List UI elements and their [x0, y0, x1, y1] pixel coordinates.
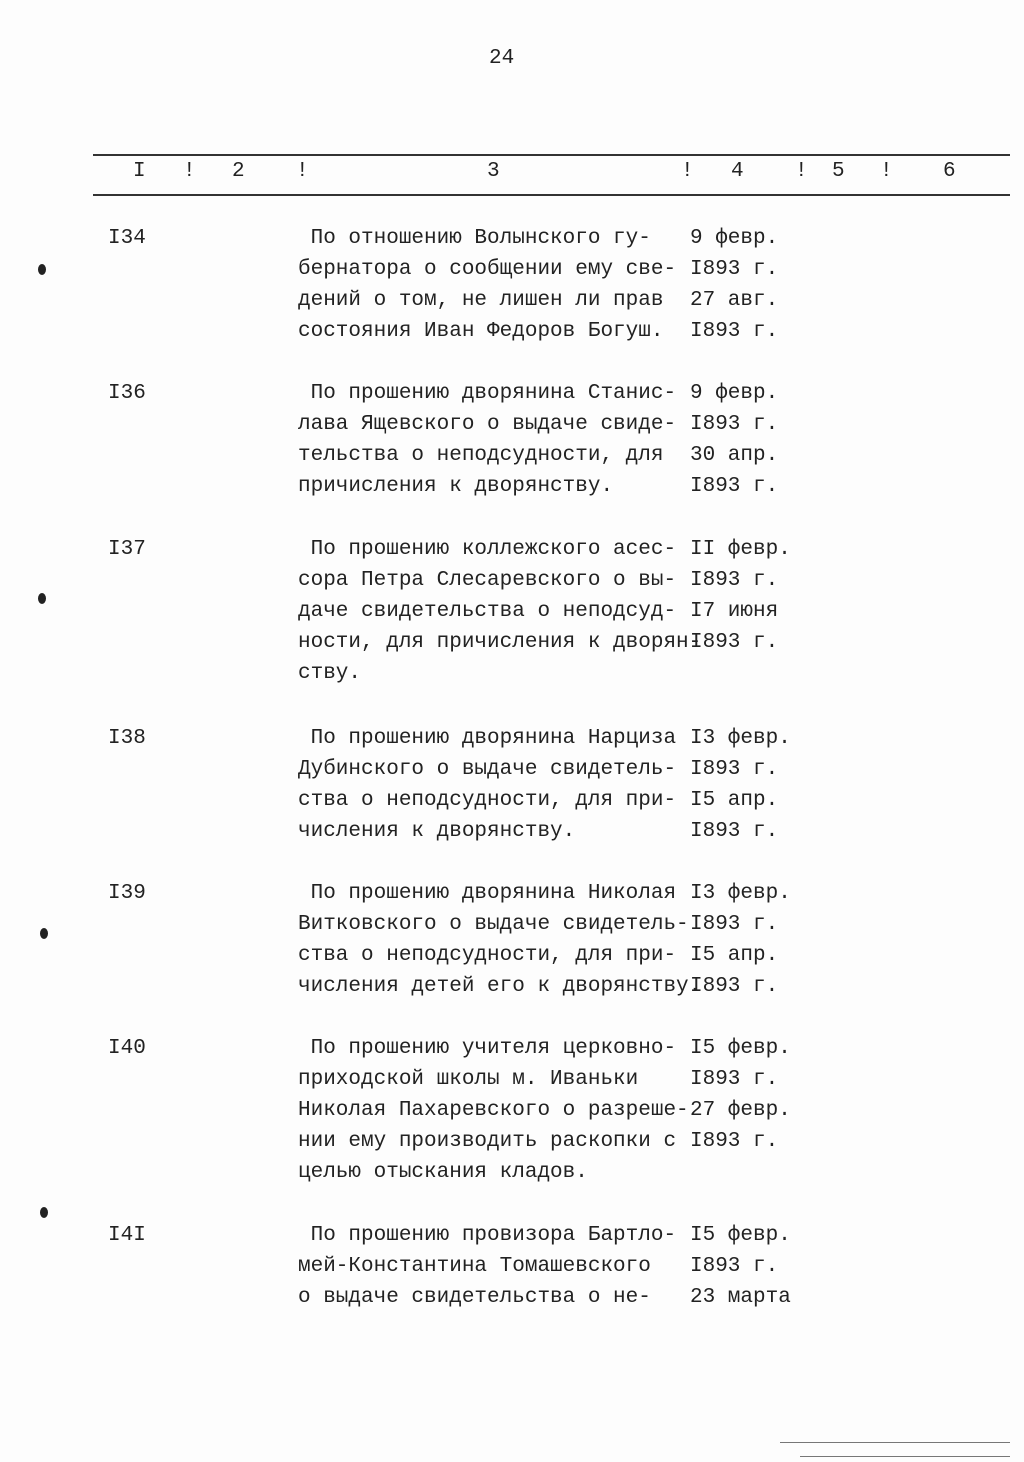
entry-line	[0, 785, 1024, 816]
entry	[0, 1220, 1024, 1313]
entry-line	[0, 440, 1024, 471]
entry-line	[0, 816, 1024, 847]
entry-line	[0, 534, 1024, 565]
entry-line	[0, 658, 1024, 689]
entry-line	[0, 1157, 1024, 1188]
entry-number: I38	[108, 727, 146, 750]
entry-date: 9 февр.	[690, 382, 779, 405]
entry-date: 27 авг.	[690, 289, 779, 312]
header-bottom-rule	[93, 194, 1010, 196]
column-header: I	[133, 160, 146, 183]
entry-description: состояния Иван Федоров Богуш.	[298, 320, 664, 343]
entry-date: I893 г.	[690, 913, 779, 936]
entry-description: приходской школы м. Иваньки	[298, 1068, 639, 1091]
entry-date: I5 февр.	[690, 1037, 791, 1060]
entry-description: причисления к дворянству.	[298, 475, 614, 498]
entry-date: I893 г.	[690, 820, 779, 843]
column-header: 4	[731, 160, 744, 183]
entry-description: целью отыскания кладов.	[298, 1161, 588, 1184]
entry-date: 23 марта	[690, 1286, 791, 1309]
entry-description: даче свидетельства о неподсуд-	[298, 600, 677, 623]
entry-date: I893 г.	[690, 258, 779, 281]
entry-description: ства о неподсудности, для при-	[298, 789, 677, 812]
entry-description: Николая Пахаревского о разреше-	[298, 1099, 689, 1122]
punch-hole-mark	[38, 264, 46, 275]
column-header: 2	[232, 160, 245, 183]
entry-number: I37	[108, 538, 146, 561]
entry-description: тельства о неподсудности, для	[298, 444, 664, 467]
punch-hole-mark	[40, 928, 48, 939]
entry-description: По прошению дворянина Нарциза	[298, 727, 677, 750]
entry-description: ства о неподсудности, для при-	[298, 944, 677, 967]
entry-description: По прошению учителя церковно-	[298, 1037, 677, 1060]
entry-date: I3 февр.	[690, 727, 791, 750]
entry-date: I7 июня	[690, 600, 779, 623]
entry	[0, 534, 1024, 689]
entry-date: I893 г.	[690, 320, 779, 343]
entry-date: I893 г.	[690, 1255, 779, 1278]
column-separator: !	[795, 160, 808, 183]
entry-line	[0, 285, 1024, 316]
punch-hole-mark	[40, 1207, 48, 1218]
entry-line	[0, 223, 1024, 254]
entry-line	[0, 1251, 1024, 1282]
column-header: 6	[943, 160, 956, 183]
entry-line	[0, 1282, 1024, 1313]
column-separator: !	[296, 160, 309, 183]
header-top-rule	[93, 154, 1010, 156]
entry-line	[0, 316, 1024, 347]
entry-line	[0, 1095, 1024, 1126]
entry-line	[0, 627, 1024, 658]
punch-hole-mark	[38, 593, 46, 604]
entry-line	[0, 754, 1024, 785]
entry-number: I34	[108, 227, 146, 250]
entry-date: 27 февр.	[690, 1099, 791, 1122]
entry-description: По прошению дворянина Станис-	[298, 382, 677, 405]
entry-description: нии ему производить раскопки с	[298, 1130, 677, 1153]
entry-date: I5 апр.	[690, 944, 779, 967]
entry-date: I893 г.	[690, 975, 779, 998]
entry-description: Дубинского о выдаче свидетель-	[298, 758, 677, 781]
entry-line	[0, 723, 1024, 754]
entry-date: I893 г.	[690, 1068, 779, 1091]
entry-line	[0, 909, 1024, 940]
column-header: 3	[487, 160, 500, 183]
entry-description: о выдаче свидетельства о не-	[298, 1286, 651, 1309]
entry-line	[0, 471, 1024, 502]
entry-date: I893 г.	[690, 631, 779, 654]
entry-description: дений о том, не лишен ли прав	[298, 289, 664, 312]
entry	[0, 223, 1024, 347]
entry-description: числения детей его к дворянству.	[298, 975, 702, 998]
entry-description: ности, для причисления к дворян-	[298, 631, 702, 654]
entry-line	[0, 971, 1024, 1002]
entry-date: I893 г.	[690, 569, 779, 592]
entry-date: I893 г.	[690, 413, 779, 436]
entry-line	[0, 1033, 1024, 1064]
page-number: 24	[489, 47, 515, 70]
entry-description: сора Петра Слесаревского о вы-	[298, 569, 677, 592]
entry-description: лава Ящевского о выдаче свиде-	[298, 413, 677, 436]
entry-description: числения к дворянству.	[298, 820, 576, 843]
entry-number: I36	[108, 382, 146, 405]
entry-description: бернатора о сообщении ему све-	[298, 258, 677, 281]
entry-date: I5 апр.	[690, 789, 779, 812]
column-separator: !	[183, 160, 196, 183]
entry-line	[0, 1220, 1024, 1251]
entry-number: I39	[108, 882, 146, 905]
column-separator: !	[681, 160, 694, 183]
entry-description: По отношению Волынского гу-	[298, 227, 651, 250]
entry-line	[0, 409, 1024, 440]
entry-date: I3 февр.	[690, 882, 791, 905]
entry-date: 9 февр.	[690, 227, 779, 250]
entry-description: ству.	[298, 662, 362, 685]
column-header: 5	[832, 160, 845, 183]
entry-line	[0, 940, 1024, 971]
entry	[0, 1033, 1024, 1188]
entry-description: мей-Константина Томашевского	[298, 1255, 651, 1278]
entry-line	[0, 378, 1024, 409]
entry-line	[0, 1126, 1024, 1157]
entry-description: По прошению коллежского асес-	[298, 538, 677, 561]
entry-number: I40	[108, 1037, 146, 1060]
entry-line	[0, 596, 1024, 627]
entry-date: I893 г.	[690, 758, 779, 781]
entry	[0, 723, 1024, 847]
entry-line	[0, 1064, 1024, 1095]
column-separator: !	[880, 160, 893, 183]
entry-date: I5 февр.	[690, 1224, 791, 1247]
entry-description: Витковского о выдаче свидетель-	[298, 913, 689, 936]
entry-date: I893 г.	[690, 475, 779, 498]
entry-date: I893 г.	[690, 1130, 779, 1153]
entry-line	[0, 254, 1024, 285]
entry-number: I4I	[108, 1224, 146, 1247]
entry-description: По прошению провизора Бартло-	[298, 1224, 677, 1247]
entry-description: По прошению дворянина Николая	[298, 882, 677, 905]
entry	[0, 878, 1024, 1002]
entry	[0, 378, 1024, 502]
entry-date: 30 апр.	[690, 444, 779, 467]
bottom-rule	[800, 1456, 1010, 1457]
entry-date: II февр.	[690, 538, 791, 561]
entry-line	[0, 878, 1024, 909]
entry-line	[0, 565, 1024, 596]
bottom-rule	[780, 1442, 1010, 1443]
